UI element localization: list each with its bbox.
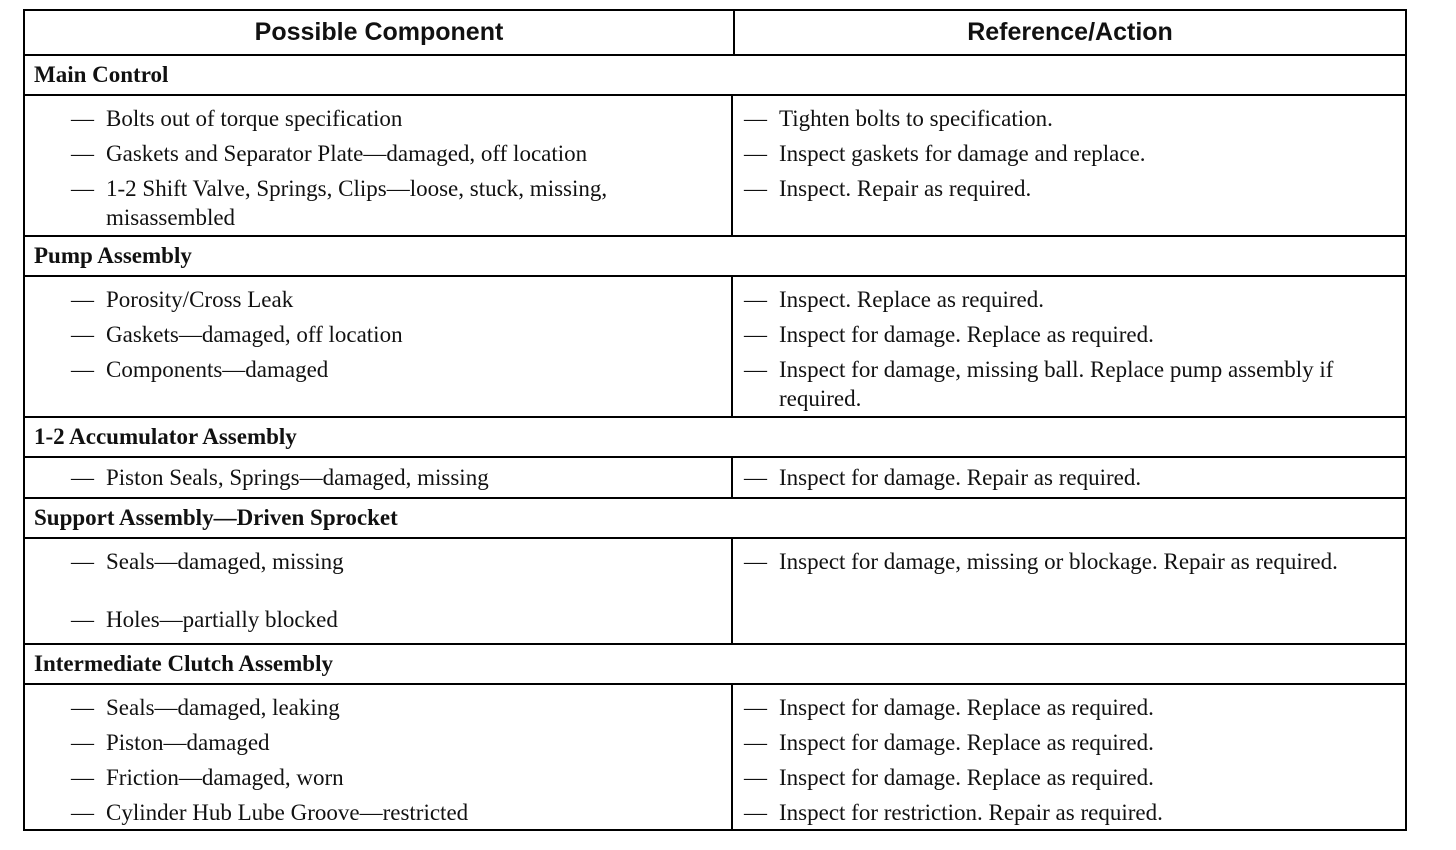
components-column: [25, 458, 733, 497]
dash-bullet: —: [71, 765, 94, 790]
components-column: [25, 685, 733, 829]
dash-bullet: —: [71, 549, 94, 574]
component-item: — Porosity/Cross Leak: [71, 287, 294, 312]
dash-bullet: —: [744, 106, 767, 131]
action-item: — Inspect for restriction. Repair as required.: [744, 800, 1163, 825]
section-body-main-control: [25, 96, 1405, 237]
dash-bullet: —: [71, 695, 94, 720]
actions-column: [733, 685, 1405, 829]
component-item: — Seals—damaged, leaking: [71, 695, 340, 720]
action-item: — Inspect for damage. Replace as required.: [744, 765, 1154, 790]
section-body-accumulator-assembly: [25, 458, 1405, 499]
section-title-pump-assembly: Pump Assembly: [25, 237, 1405, 277]
action-item: — Inspect for damage. Replace as required.: [744, 730, 1154, 755]
section-body-pump-assembly: [25, 277, 1405, 418]
action-item: — Inspect for damage, missing or blockage. Repair as required.: [744, 549, 1338, 574]
dash-bullet: —: [71, 176, 94, 201]
actions-column: [733, 96, 1405, 235]
action-item: — Inspect gaskets for damage and replace.: [744, 141, 1146, 166]
dash-bullet: —: [744, 357, 767, 382]
dash-bullet: —: [71, 287, 94, 312]
dash-bullet: —: [744, 176, 767, 201]
section-title-main-control: Main Control: [25, 56, 1405, 96]
dash-bullet: —: [744, 322, 767, 347]
dash-bullet: —: [744, 141, 767, 166]
diagnosis-table: [23, 9, 1407, 831]
component-item: — Holes—partially blocked: [71, 607, 338, 632]
dash-bullet: —: [71, 141, 94, 166]
dash-bullet: —: [744, 765, 767, 790]
section-title-accumulator-assembly: 1-2 Accumulator Assembly: [25, 418, 1405, 458]
dash-bullet: —: [71, 357, 94, 382]
header-possible-component: Possible Component: [25, 11, 735, 54]
dash-bullet: —: [744, 549, 767, 574]
header-reference-action: Reference/Action: [967, 18, 1173, 46]
component-item: — Piston—damaged: [71, 730, 270, 755]
action-item: — Inspect. Replace as required.: [744, 287, 1045, 312]
component-item: — Gaskets—damaged, off location: [71, 322, 403, 347]
section-title-support-assembly: Support Assembly—Driven Sprocket: [25, 499, 1405, 539]
component-item: — Friction—damaged, worn: [71, 765, 344, 790]
section-body-intermediate-clutch: [25, 685, 1405, 829]
component-item: — Seals—damaged, missing: [71, 549, 344, 574]
components-column: [25, 539, 733, 643]
actions-column: [733, 458, 1405, 497]
action-item: — Inspect for damage. Replace as required.: [744, 695, 1154, 720]
action-item: — Inspect. Repair as required.: [744, 176, 1032, 201]
component-item: — Cylinder Hub Lube Groove—restricted: [71, 800, 469, 825]
action-item: — Inspect for damage, missing ball. Replace pump assembly if required.: [744, 357, 1334, 411]
component-item: — Components—damaged: [71, 357, 329, 382]
dash-bullet: —: [71, 322, 94, 347]
component-item: — Bolts out of torque specification: [71, 106, 403, 131]
dash-bullet: —: [744, 465, 767, 490]
dash-bullet: —: [744, 695, 767, 720]
section-body-support-assembly: [25, 539, 1405, 645]
component-item: — Gaskets and Separator Plate—damaged, off location: [71, 141, 588, 166]
action-item: — Inspect for damage. Repair as required.: [744, 465, 1142, 490]
dash-bullet: —: [71, 465, 94, 490]
dash-bullet: —: [71, 607, 94, 632]
actions-column: [733, 277, 1405, 416]
dash-bullet: —: [71, 730, 94, 755]
actions-column: [733, 539, 1405, 643]
components-column: [25, 277, 733, 416]
dash-bullet: —: [744, 730, 767, 755]
components-column: [25, 96, 733, 235]
component-item: — 1-2 Shift Valve, Springs, Clips—loose, stuck, missing, misassembled: [71, 176, 608, 230]
table-header: [25, 11, 1405, 56]
dash-bullet: —: [744, 800, 767, 825]
section-title-intermediate-clutch: Intermediate Clutch Assembly: [25, 645, 1405, 685]
dash-bullet: —: [71, 106, 94, 131]
action-item: — Tighten bolts to specification.: [744, 106, 1053, 131]
dash-bullet: —: [744, 287, 767, 312]
component-item: — Piston Seals, Springs—damaged, missing: [71, 465, 489, 490]
dash-bullet: —: [71, 800, 94, 825]
action-item: — Inspect for damage. Replace as required.: [744, 322, 1154, 347]
